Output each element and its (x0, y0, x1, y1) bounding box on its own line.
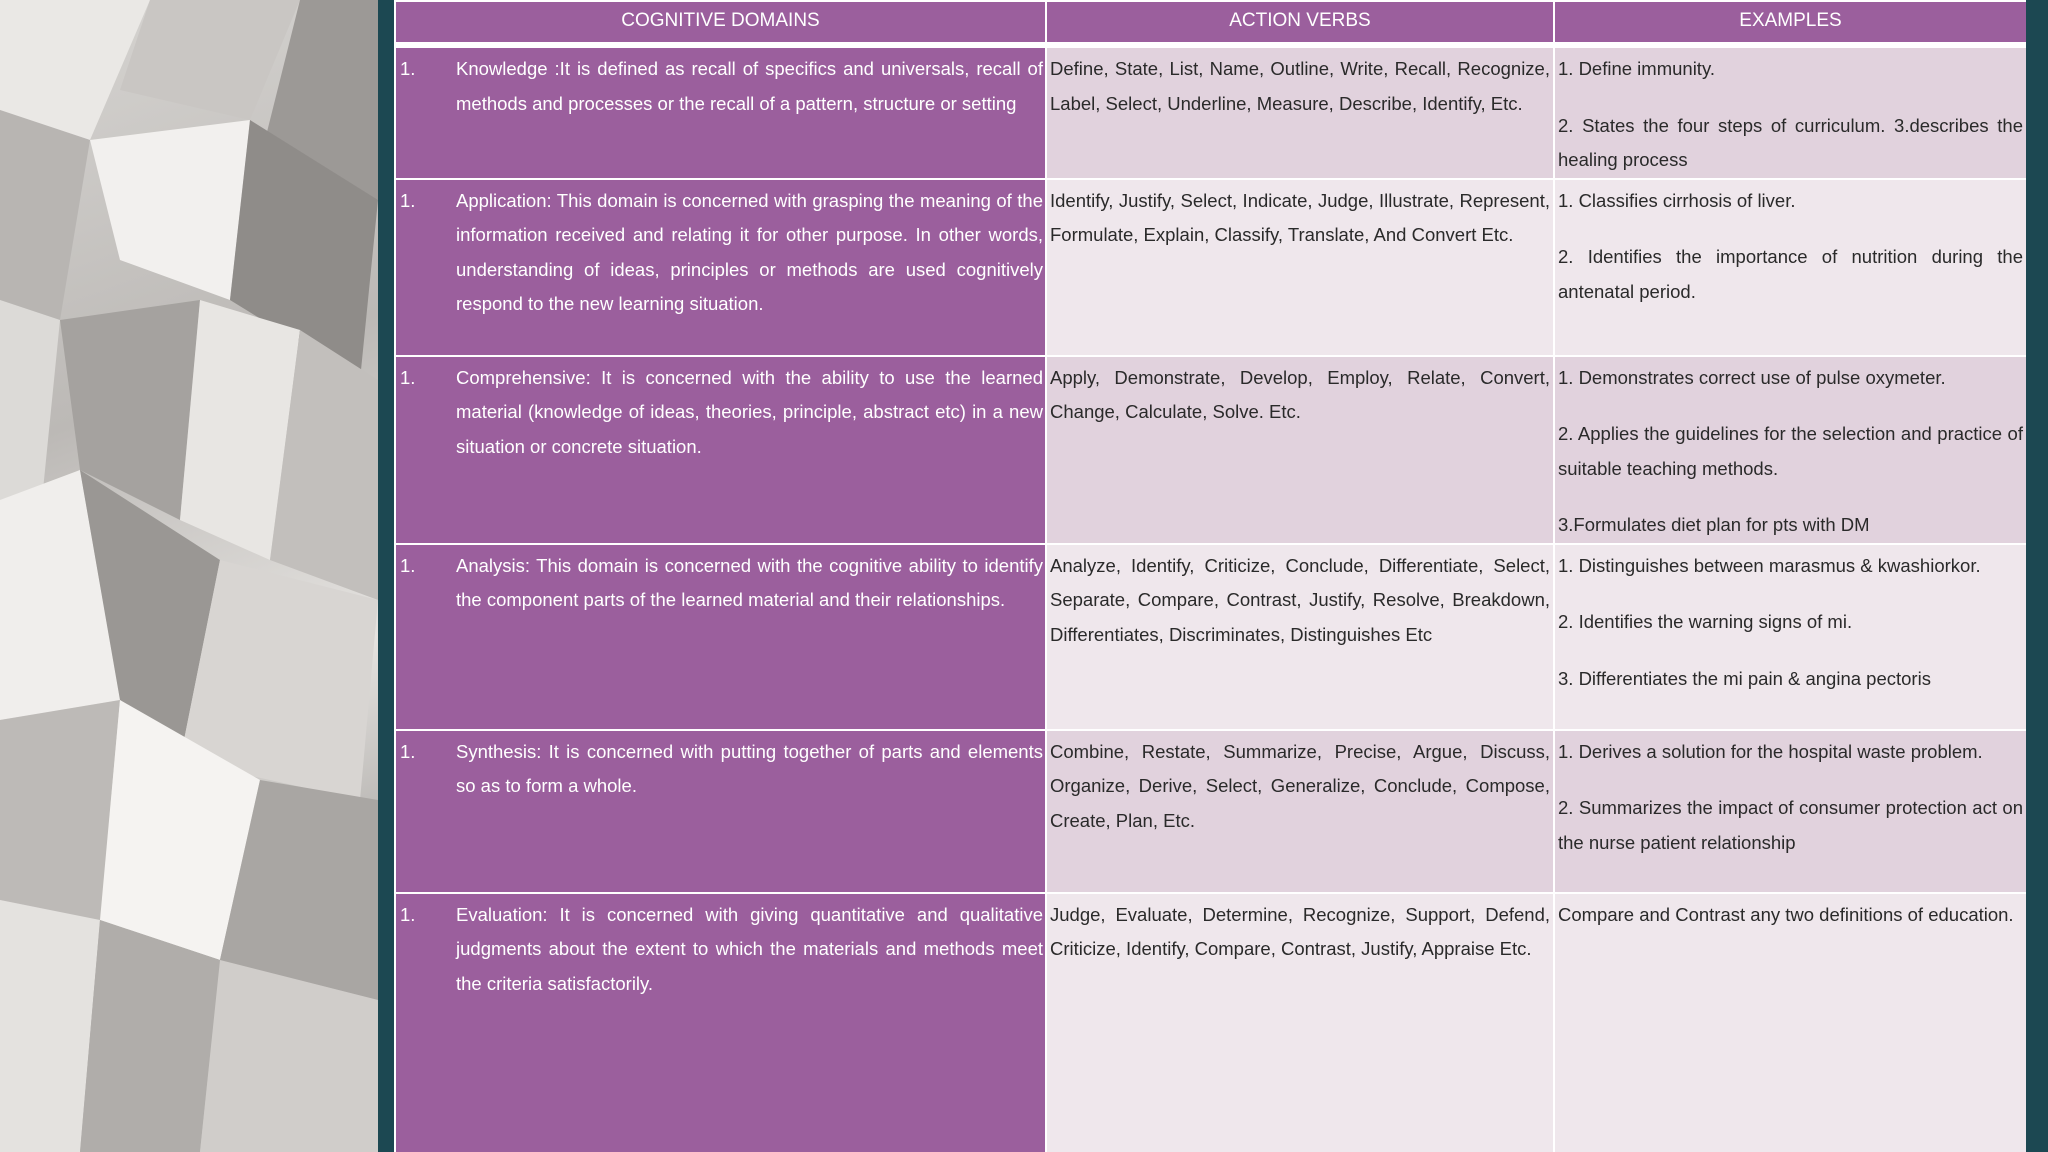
background-decoration (0, 0, 378, 1152)
header-examples: EXAMPLES (1554, 1, 2027, 45)
table-row-analysis (395, 544, 2027, 730)
table-row-comprehensive (395, 356, 2027, 544)
verbs-cell: Define, State, List, Name, Outline, Write, Recall, Recognize, Label, Select, Underline, Measure, Describe, Identify, Etc. (1046, 45, 1554, 179)
row-number: 1. (400, 366, 416, 388)
header-action-verbs: ACTION VERBS (1046, 1, 1554, 45)
example-item: 2. States the four steps of curriculum. 3.describes the healing process (1558, 114, 2023, 170)
verbs-cell: Identify, Justify, Select, Indicate, Judge, Illustrate, Represent, Formulate, Explain, Classify, Translate, And Convert Etc. (1046, 179, 1554, 356)
table-row-evaluation (395, 893, 2027, 1152)
verbs-cell: Combine, Restate, Summarize, Precise, Argue, Discuss, Organize, Derive, Select, Generalize, Conclude, Compose, Create, Plan, Etc. (1046, 730, 1554, 893)
example-item: 1. Classifies cirrhosis of liver. (1558, 189, 1796, 211)
examples-cell (1554, 179, 2027, 356)
cognitive-domains-table-container (394, 0, 2026, 1152)
right-accent-stripe (2026, 0, 2048, 1152)
example-item: 1. Distinguishes between marasmus & kwashiorkor. (1558, 554, 1981, 576)
left-accent-stripe (378, 0, 394, 1152)
example-item: 3.Formulates diet plan for pts with DM (1558, 514, 1870, 535)
domain-text: Evaluation: It is concerned with giving quantitative and qualitative judgments about the extent to which the materials and methods meet the criteria satisfactorily. (456, 903, 1043, 994)
example-item: 2. Summarizes the impact of consumer protection act on the nurse patient relationship (1558, 797, 2023, 853)
examples-cell (1554, 893, 2027, 1152)
verbs-cell: Analyze, Identify, Criticize, Conclude, Differentiate, Select, Separate, Compare, Contrast, Justify, Resolve, Breakdown, Differentiates, Discriminates, Distinguishes Etc (1046, 544, 1554, 730)
examples-cell (1554, 356, 2027, 544)
example-item: 1. Define immunity. (1558, 58, 1715, 79)
example-item: Compare and Contrast any two definitions of education. (1558, 903, 2014, 925)
cognitive-domains-table (394, 0, 2028, 1152)
domain-text: Synthesis: It is concerned with putting together of parts and elements so as to form a whole. (456, 740, 1043, 796)
verbs-cell: Judge, Evaluate, Determine, Recognize, Support, Defend, Criticize, Identify, Compare, Contrast, Justify, Appraise Etc. (1046, 893, 1554, 1152)
example-item: 2. Applies the guidelines for the selection and practice of suitable teaching methods. (1558, 423, 2023, 479)
row-number: 1. (400, 554, 416, 576)
row-number: 1. (400, 740, 416, 762)
header-cognitive-domains: COGNITIVE DOMAINS (395, 1, 1046, 45)
domain-cell (395, 179, 1046, 356)
domain-text: Analysis: This domain is concerned with the cognitive ability to identify the component parts of the learned material and their relationships. (456, 554, 1043, 610)
table-row-synthesis (395, 730, 2027, 893)
domain-cell (395, 356, 1046, 544)
row-number: 1. (400, 903, 416, 925)
table-header-row (395, 1, 2027, 45)
verbs-cell: Apply, Demonstrate, Develop, Employ, Relate, Convert, Change, Calculate, Solve. Etc. (1046, 356, 1554, 544)
examples-cell (1554, 45, 2027, 179)
domain-cell (395, 45, 1046, 179)
domain-text: Knowledge :It is defined as recall of specifics and universals, recall of methods and processes or the recall of a pattern, structure or setting (456, 58, 1043, 114)
example-item: 1. Demonstrates correct use of pulse oxymeter. (1558, 366, 1946, 388)
geometric-crystal-pattern (0, 0, 378, 1152)
example-item: 2. Identifies the warning signs of mi. (1558, 611, 1853, 632)
domain-cell (395, 730, 1046, 893)
row-number: 1. (400, 189, 416, 211)
example-item: 3. Differentiates the mi pain & angina pectoris (1558, 667, 1931, 689)
row-number: 1. (400, 58, 416, 79)
domain-text: Comprehensive: It is concerned with the ability to use the learned material (knowledge of ideas, theories, principle, abstract etc) in a new situation or concrete situation. (456, 366, 1043, 457)
domain-cell (395, 893, 1046, 1152)
example-item: 1. Derives a solution for the hospital waste problem. (1558, 740, 1983, 762)
examples-cell (1554, 544, 2027, 730)
domain-cell (395, 544, 1046, 730)
example-item: 2. Identifies the importance of nutrition during the antenatal period. (1558, 246, 2023, 302)
table-row-knowledge (395, 45, 2027, 179)
examples-cell (1554, 730, 2027, 893)
table-row-application (395, 179, 2027, 356)
domain-text: Application: This domain is concerned with grasping the meaning of the information received and relating it for other purpose. In other words, understanding of ideas, principles or methods are used cognitively respond to the new learning situation. (456, 189, 1043, 314)
